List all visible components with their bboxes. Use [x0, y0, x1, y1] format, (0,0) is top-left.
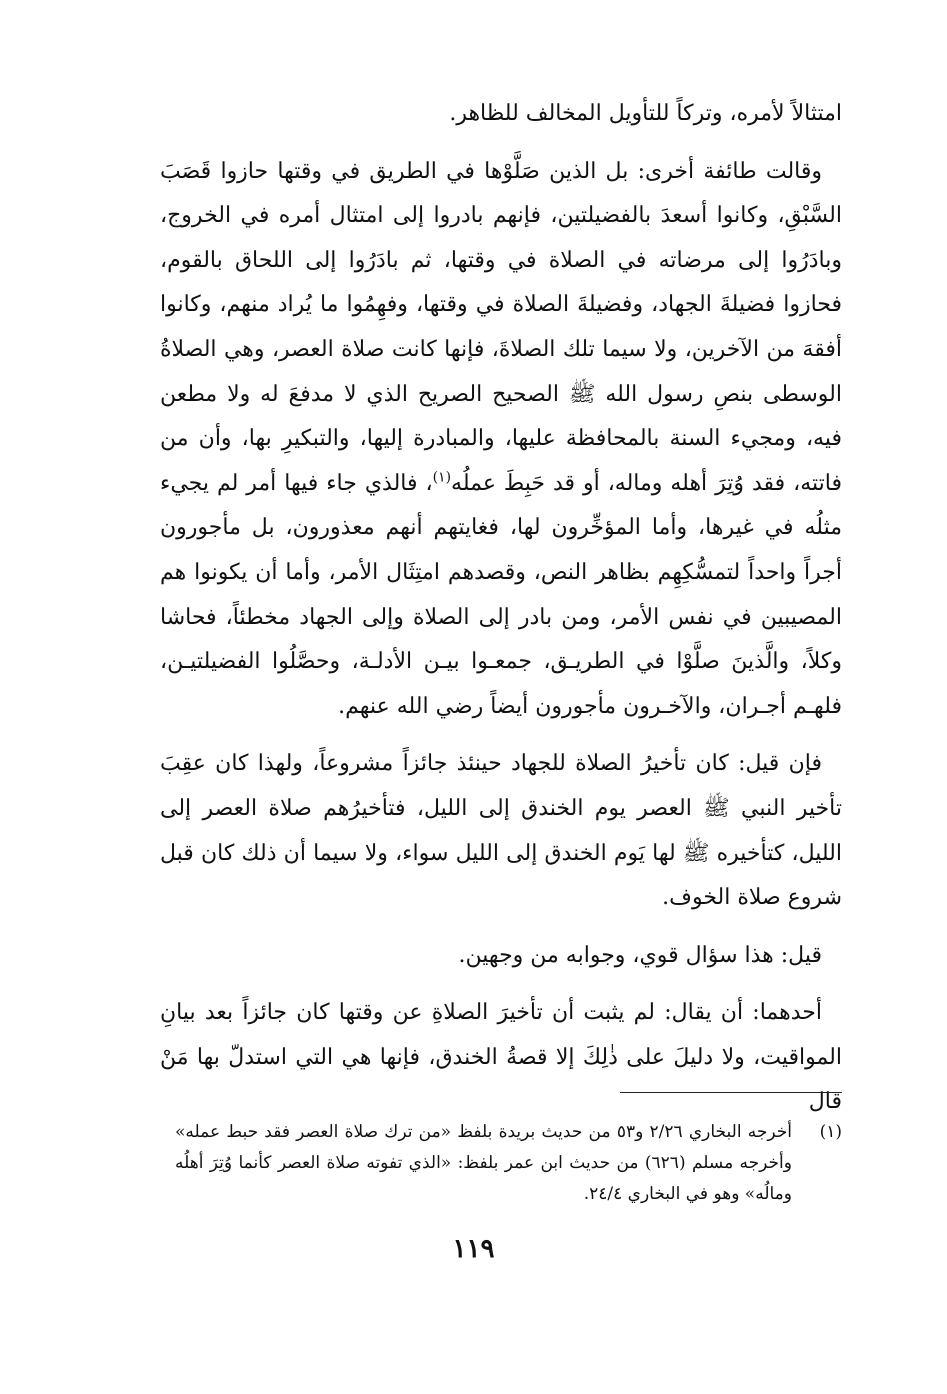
paragraph-5: أحدهما: أن يقال: لم يثبت أن تأخيرَ الصلاةِ عن وقتها كان جائزاً بعد بيانِ المواقيت، ولا دليلَ على ذٰلِكَ إلا قصةُ الخندق، فإنها هي التي استدلّ بها مَنْ قال: [160, 1000, 842, 1115]
footnote-item: [175, 1117, 842, 1210]
paragraph-2-part-2: ، فالذي جاء فيها أمر لم يجيء مثلُه في غيرها، وأما المؤخِّرون لها، فغايتهم أنهم معذورون، بل مأجورون أجراً واحداً لتمسُّكِهِم بظاهر النص، وقصدهم امتِثَال الأمر، وأما أن يكونوا هم المصيبين في نفس الأمر، ومن بادر إلى الصلاة وإلى الجهاد مخطئاً، فحاشا وكلاً، والَّذينَ صلَّوْا في الطريـق، جمعـوا بيـن الأدلـة، وحصَّلُوا الفضيلتيـن، فلهـم أجـران، والآخـرون مأجورون أيضاً رضي الله عنهم.: [160, 470, 842, 719]
footnotes-section: [175, 1117, 842, 1210]
footnote-reference: (١): [432, 469, 452, 486]
paragraph-2: [160, 150, 842, 730]
page-number: ١١٩: [452, 1234, 495, 1264]
body-text: [160, 92, 842, 1125]
paragraph-1: امتثالاً لأمره، وتركاً للتأويل المخالف للظاهر.: [449, 101, 842, 126]
footnote-text: أخرجه البخاري ٢/٢٦ و٥٣ من حديث بريدة بلفظ «من ترك صلاة العصر فقد حبط عمله» وأخرجه مسلم (٦٢٦) من حديث ابن عمر بلفظ: «الذي تفوته صلاة العصر كأنما وُتِرَ أهلُه ومالُه» وهو في البخاري ٢٤/٤.: [175, 1122, 792, 1204]
paragraph-2-part-1: وقالت طائفة أخرى: بل الذين صَلَّوْها في الطريق في وقتها حازوا قَصَبَ السَّبْقِ، وكانوا أسعدَ بالفضيلتين، فإنهم بادروا إلى امتثال أمره في الخروج، وبادَرُوا إلى مرضاته في الصلاة في وقتها، ثم بادَرُوا إلى اللحاق بالقوم، فحازوا فضيلةَ الجهاد، وفضيلةَ الصلاة في وقتها، وفهِمُوا ما يُراد منهم، وكانوا أفقهَ من الآخرين، ولا سيما تلك الصلاةَ، فإنها كانت صلاة العصر، وهي الصلاةُ الوسطى بنصِ رسول الله ﷺ الصحيح الصريح الذي لا مدفعَ له ولا مطعن فيه، ومجيء السنة بالمحافظة عليها، والمبادرة إليها، والتبكيرِ بها، وأن من فاتته، فقد وُتِرَ أهله وماله، أو قد حَبِطَ عملُه: [160, 158, 842, 496]
footnote-divider: [620, 1092, 842, 1093]
paragraph-3: فإن قيل: كان تأخيرُ الصلاة للجهاد حينئذ جائزاً مشروعاً، ولهذا كان عقِبَ تأخير النبي ﷺ العصر يوم الخندق إلى الليل، فتأخيرُهم صلاة العصر إلى الليل، كتأخيره ﷺ لها يَوم الخندق إلى الليل سواء، ولا سيما أن ذلك كان قبل شروع صلاة الخوف.: [160, 751, 842, 911]
paragraph-4: قيل: هذا سؤال قوي، وجوابه من وجهين.: [458, 942, 822, 968]
footnote-number: (١): [819, 1122, 842, 1142]
